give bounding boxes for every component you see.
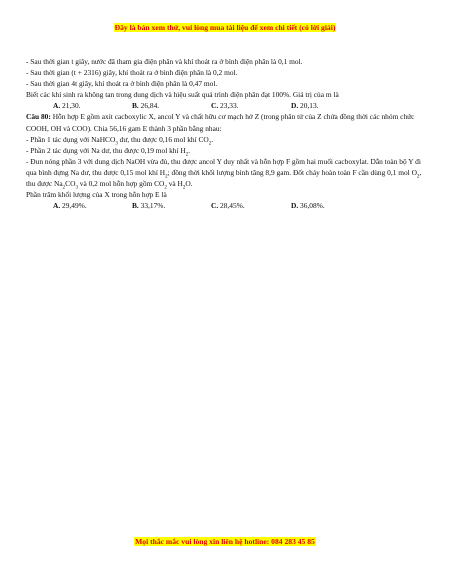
q80-part-1: - Phần 1 tác dụng với NaHCO$_3$ dư, thu được 0,16 mol khí $CO_2$. <box>26 134 214 147</box>
option-letter: B. <box>132 201 139 211</box>
option-letter: D. <box>291 201 299 211</box>
option-letter: D. <box>291 101 299 111</box>
q79-line-2: - Sau thời gian (t + 2316) giây, khí thoát ra ở bình điện phân là 0,2 mol. <box>26 68 238 78</box>
q80-intro-text: Hỗn hợp E gồm axit cacboxylic X, ancol Y và chất hữu cơ mạch hở Z (trong phân tử của Z chứa đồng thời các nhóm chức COOH, OH và COO). Chia 56,16 gam E thành 3 phần bằng nhau: <box>26 112 415 133</box>
q80-option-c <box>211 200 291 211</box>
option-value: 33,17%. <box>140 201 166 211</box>
q79-line-1: - Sau thời gian t giây, nước đã tham gia điện phân và khí thoát ra ở bình điện phân là 0,1 mol. <box>26 57 303 66</box>
option-value: 23,33. <box>220 101 239 111</box>
q79-line-4: Biết các khí sinh ra không tan trong dung dịch và hiệu suất quá trình điện phân đạt 100%. Giá trị của m là <box>26 90 339 100</box>
option-value: 20,13. <box>300 101 319 111</box>
q80-option-a <box>26 200 132 211</box>
q79-option-b <box>132 100 211 111</box>
q80-option-b <box>132 200 211 211</box>
hotline-banner <box>0 537 450 546</box>
option-value: 29,49%. <box>62 201 87 211</box>
q80-intro <box>26 111 430 133</box>
q79-line-3: - Sau thời gian 4t giây, khí thoát ra ở bình điện phân là 0,47 mol. <box>26 79 218 89</box>
preview-notice-text: Đây là bản xem thử, vui lòng mua tài liệu để xem chi tiết (có lời giải) <box>114 23 336 32</box>
q79-option-c <box>211 100 291 111</box>
option-letter: C. <box>211 201 219 211</box>
q80-part-2: - Phần 2 tác dụng với Na dư, thu được 0,19 mol khí $H_2$. <box>26 145 191 158</box>
option-letter: A. <box>53 101 61 111</box>
option-letter: A. <box>53 201 61 211</box>
option-value: 21,30. <box>62 101 81 111</box>
question-80 <box>26 111 430 211</box>
q80-part-3: - Đun nóng phần 3 với dung dịch NaOH vừa đủ, thu được ancol Y duy nhất và hỗn hợp F gồm hai muối cacboxylat. Dẫn toàn bộ Y đi qua bình đựng Na dư, thu được 0,15 mol khí $H_2$; đồng thời khối lượng bình tăng 8,9 gam. Đốt cháy hoàn toàn F cần dùng 0,1 mol $O_2$, thu được $Na_2CO_3$ và 0,2 mol hỗn hợp gồm $CO_2$ và $H_2O$. <box>26 156 422 191</box>
q79-answer-options <box>26 100 430 111</box>
document-body <box>26 56 430 211</box>
option-letter: B. <box>132 101 139 111</box>
q79-option-d <box>291 100 361 111</box>
q80-label: Câu 80: <box>26 112 51 122</box>
question-79-continuation <box>26 56 430 111</box>
q80-question: Phần trăm khối lượng của X trong hỗn hợp E là <box>26 190 167 200</box>
option-value: 28,45%. <box>220 201 245 211</box>
q80-option-d <box>291 200 361 211</box>
option-letter: C. <box>211 101 219 111</box>
option-value: 36,08%. <box>300 201 325 211</box>
option-value: 26,84. <box>140 101 160 111</box>
hotline-text[interactable]: Mọi thắc mắc vui lòng xin liên hệ hotline: 084 283 45 85 <box>135 537 315 546</box>
q79-option-a <box>26 100 132 111</box>
q80-answer-options <box>26 200 430 211</box>
preview-notice-banner <box>0 23 450 32</box>
